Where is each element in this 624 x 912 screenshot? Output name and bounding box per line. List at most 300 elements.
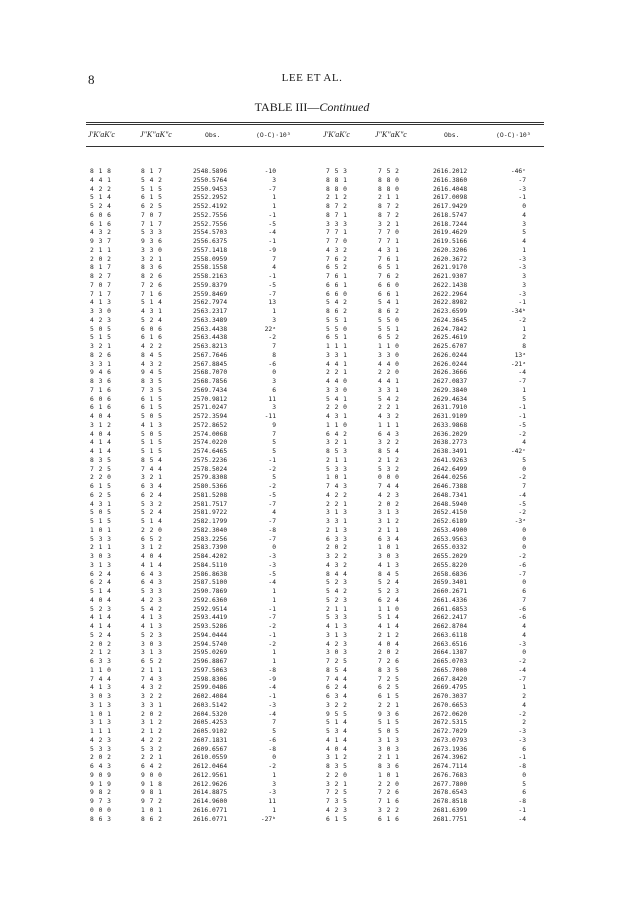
left-o-minus-c-cell: 1	[272, 806, 276, 814]
left-upper-level-cell: 9 8 2	[90, 789, 112, 797]
right-obs-cell: 2669.4795	[433, 684, 468, 692]
right-lower-level-cell: 6 2 5	[378, 684, 400, 692]
right-o-minus-c-cell: -4	[518, 369, 526, 377]
left-o-minus-c-cell: -1	[268, 693, 276, 700]
right-obs-cell: 2623.6599	[433, 308, 468, 315]
left-o-minus-c-cell: -3	[268, 701, 276, 709]
table-row	[0, 544, 624, 553]
left-obs-cell: 2616.0771	[193, 806, 228, 814]
right-obs-cell: 2617.9429	[433, 203, 468, 210]
right-lower-level-cell: 7 2 6	[378, 789, 400, 797]
table-row	[0, 719, 624, 728]
right-upper-level-cell: 4 3 2	[326, 246, 348, 254]
left-o-minus-c-cell: -5	[268, 281, 276, 289]
right-lower-level-cell: 1 0 1	[378, 771, 400, 779]
right-upper-level-cell: 8 4 4	[326, 570, 348, 578]
left-obs-cell: 2569.7434	[193, 386, 228, 394]
left-o-minus-c-cell: 7	[272, 430, 276, 438]
left-lower-level-cell: 6 4 3	[141, 570, 163, 578]
right-lower-level-cell: 2 2 1	[378, 404, 400, 412]
right-obs-cell: 2618.5747	[433, 211, 468, 219]
left-upper-level-cell: 7 0 7	[90, 281, 112, 289]
left-upper-level-cell: 5 1 5	[90, 334, 112, 342]
right-obs-cell: 2629.4634	[433, 395, 468, 403]
right-upper-level-cell: 4 2 3	[326, 806, 348, 814]
right-obs-cell: 2677.7800	[433, 780, 468, 788]
left-o-minus-c-cell: 7	[272, 343, 276, 350]
left-lower-level-cell: 6 1 5	[141, 194, 163, 202]
right-upper-level-cell: 7 7 0	[326, 238, 348, 245]
right-o-minus-c-cell: 0	[522, 771, 526, 779]
left-lower-level-cell: 8 3 6	[141, 264, 163, 272]
right-upper-level-cell: 5 2 3	[326, 579, 348, 587]
left-lower-level-cell: 3 2 1	[141, 255, 163, 263]
left-obs-cell: 2580.5366	[193, 483, 228, 490]
right-obs-cell: 2624.7842	[433, 325, 468, 333]
page-number: 8	[88, 72, 95, 87]
right-upper-level-cell: 3 3 1	[326, 351, 348, 359]
left-o-minus-c-cell: 9	[272, 421, 276, 429]
right-lower-level-cell: 1 1 0	[378, 343, 400, 350]
left-upper-level-cell: 4 2 3	[90, 316, 112, 324]
header-upper-level-left: J'K'aK'c	[88, 130, 115, 139]
left-lower-level-cell: 1 0 1	[141, 806, 163, 814]
left-obs-cell: 2552.7556	[193, 211, 228, 219]
right-o-minus-c-cell: -1	[518, 413, 526, 420]
right-obs-cell: 2622.8982	[433, 299, 468, 307]
right-lower-level-cell: 8 5 4	[378, 448, 400, 455]
right-obs-cell: 2636.2029	[433, 430, 468, 438]
left-lower-level-cell: 8 3 5	[141, 378, 163, 385]
right-obs-cell: 2672.0620	[433, 710, 468, 718]
left-o-minus-c-cell: 5	[272, 439, 276, 447]
right-obs-cell: 2644.0256	[433, 474, 468, 482]
left-upper-level-cell: 8 1 7	[90, 264, 112, 272]
left-upper-level-cell: 3 1 2	[90, 421, 112, 429]
left-o-minus-c-cell: -7	[268, 290, 276, 298]
left-obs-cell: 2584.4202	[193, 553, 228, 560]
right-upper-level-cell: 8 5 3	[326, 448, 348, 455]
left-obs-cell: 2594.0444	[193, 631, 228, 639]
left-obs-cell: 2599.0486	[193, 684, 228, 692]
right-obs-cell: 2625.6707	[433, 343, 468, 350]
table-row	[0, 317, 624, 326]
right-lower-level-cell: 2 1 2	[378, 456, 400, 464]
left-lower-level-cell: 5 1 5	[141, 448, 163, 455]
left-upper-level-cell: 4 1 4	[90, 439, 112, 447]
left-upper-level-cell: 7 1 6	[90, 386, 112, 394]
right-lower-level-cell: 1 0 1	[378, 544, 400, 552]
left-upper-level-cell: 3 0 3	[90, 553, 112, 560]
right-lower-level-cell: 7 4 4	[378, 483, 400, 490]
left-upper-level-cell: 7 1 7	[90, 290, 112, 298]
left-upper-level-cell: 6 4 3	[90, 763, 112, 770]
right-obs-cell: 2626.3666	[433, 369, 468, 377]
right-obs-cell: 2667.8420	[433, 675, 468, 683]
left-o-minus-c-cell: -4	[268, 710, 276, 718]
header-oc-right: (O-C)·10³	[496, 131, 531, 139]
right-upper-level-cell: 2 2 1	[326, 500, 348, 508]
table-row	[0, 439, 624, 448]
left-upper-level-cell: 1 0 1	[90, 526, 112, 534]
table-row	[0, 588, 624, 597]
right-o-minus-c-cell: 4	[522, 701, 526, 709]
left-obs-cell: 2594.5740	[193, 640, 228, 648]
left-lower-level-cell: 5 3 2	[141, 500, 163, 508]
right-lower-level-cell: 2 0 2	[378, 500, 400, 508]
left-o-minus-c-cell: 22ᵃ	[264, 325, 276, 333]
right-upper-level-cell: 6 3 4	[326, 693, 348, 700]
right-obs-cell: 2673.0793	[433, 736, 468, 744]
left-upper-level-cell: 4 3 1	[90, 500, 112, 508]
left-lower-level-cell: 3 3 0	[141, 246, 163, 254]
left-upper-level-cell: 5 3 3	[90, 535, 112, 543]
left-o-minus-c-cell: -8	[268, 526, 276, 534]
right-o-minus-c-cell: -5	[518, 421, 526, 429]
left-upper-level-cell: 9 4 6	[90, 369, 112, 377]
left-obs-cell: 2612.9561	[193, 771, 228, 779]
table-row	[0, 693, 624, 702]
left-lower-level-cell: 6 4 2	[141, 763, 163, 770]
right-upper-level-cell: 4 2 3	[326, 640, 348, 648]
left-lower-level-cell: 4 2 2	[141, 343, 163, 350]
left-lower-level-cell: 8 2 6	[141, 273, 163, 280]
right-lower-level-cell: 4 1 3	[378, 561, 400, 569]
header-lower-level-left: J"K"aK"c	[140, 130, 172, 139]
table-title-continued: Continued	[319, 100, 370, 114]
right-obs-cell: 2616.2012	[433, 168, 468, 175]
left-lower-level-cell: 4 3 2	[141, 360, 163, 368]
right-upper-level-cell: 6 5 2	[326, 264, 348, 272]
table-row	[0, 212, 624, 221]
left-lower-level-cell: 5 4 2	[141, 605, 163, 613]
right-lower-level-cell: 3 0 3	[378, 745, 400, 753]
left-o-minus-c-cell: 1	[272, 649, 276, 657]
right-o-minus-c-cell: 5	[522, 229, 526, 237]
left-upper-level-cell: 9 3 7	[90, 238, 112, 245]
right-obs-cell: 2681.7751	[433, 815, 468, 823]
left-lower-level-cell: 9 3 6	[141, 238, 163, 245]
right-upper-level-cell: 5 1 4	[326, 719, 348, 727]
table-row	[0, 352, 624, 361]
left-o-minus-c-cell: -1	[268, 238, 276, 245]
right-upper-level-cell: 7 4 4	[326, 675, 348, 683]
right-o-minus-c-cell: 6	[522, 745, 526, 753]
right-lower-level-cell: 6 6 1	[378, 290, 400, 298]
left-lower-level-cell: 2 2 0	[141, 526, 163, 534]
left-upper-level-cell: 3 0 3	[90, 693, 112, 700]
left-lower-level-cell: 6 1 5	[141, 404, 163, 412]
right-upper-level-cell: 8 8 0	[326, 185, 348, 193]
right-o-minus-c-cell: 6	[522, 588, 526, 595]
left-upper-level-cell: 8 6 3	[90, 815, 112, 823]
right-obs-cell: 2676.7683	[433, 771, 468, 779]
left-obs-cell: 2584.5110	[193, 561, 228, 569]
left-o-minus-c-cell: -2	[268, 763, 276, 770]
left-obs-cell: 2586.8638	[193, 570, 228, 578]
left-lower-level-cell: 5 4 2	[141, 176, 163, 184]
table-row	[0, 781, 624, 790]
right-o-minus-c-cell: 2	[522, 719, 526, 727]
right-obs-cell: 2670.3037	[433, 693, 468, 700]
left-lower-level-cell: 8 5 4	[141, 456, 163, 464]
right-o-minus-c-cell: 3	[522, 273, 526, 280]
left-lower-level-cell: 5 1 4	[141, 518, 163, 525]
left-lower-level-cell: 7 1 6	[141, 290, 163, 298]
right-obs-cell: 2631.7910	[433, 404, 468, 412]
right-lower-level-cell: 2 2 0	[378, 780, 400, 788]
right-o-minus-c-cell: -7	[518, 176, 526, 184]
right-obs-cell: 2624.3645	[433, 316, 468, 324]
left-o-minus-c-cell: 7	[272, 719, 276, 727]
left-upper-level-cell: 8 2 6	[90, 351, 112, 359]
left-lower-level-cell: 5 1 5	[141, 439, 163, 447]
right-lower-level-cell: 6 2 4	[378, 596, 400, 604]
left-obs-cell: 2556.6375	[193, 238, 228, 245]
table-row	[0, 378, 624, 387]
table-title	[0, 100, 624, 115]
left-upper-level-cell: 4 1 3	[90, 299, 112, 307]
left-lower-level-cell: 5 0 5	[141, 430, 163, 438]
left-upper-level-cell: 4 3 2	[90, 229, 112, 237]
right-o-minus-c-cell: 3	[522, 220, 526, 228]
table-row	[0, 177, 624, 186]
left-obs-cell: 2602.4084	[193, 693, 228, 700]
left-obs-cell: 2563.8213	[193, 343, 228, 350]
right-obs-cell: 2626.0244	[433, 360, 468, 368]
right-o-minus-c-cell: 6	[522, 789, 526, 797]
left-upper-level-cell: 8 3 6	[90, 378, 112, 385]
table-row	[0, 579, 624, 588]
left-upper-level-cell: 8 1 8	[90, 168, 112, 175]
left-lower-level-cell: 8 4 5	[141, 351, 163, 359]
right-obs-cell: 2655.0332	[433, 544, 468, 552]
left-lower-level-cell: 4 3 2	[141, 684, 163, 692]
right-o-minus-c-cell: -2	[518, 658, 526, 665]
left-obs-cell: 2578.5024	[193, 465, 228, 473]
table-row	[0, 422, 624, 431]
left-obs-cell: 2550.5764	[193, 176, 228, 184]
left-o-minus-c-cell: 4	[272, 509, 276, 517]
right-o-minus-c-cell: 2	[522, 693, 526, 700]
right-o-minus-c-cell: -4	[518, 815, 526, 823]
right-upper-level-cell: 3 0 3	[326, 649, 348, 657]
right-upper-level-cell: 2 1 3	[326, 526, 348, 534]
right-upper-level-cell: 6 6 1	[326, 281, 348, 289]
left-upper-level-cell: 3 3 1	[90, 360, 112, 368]
table-row	[0, 676, 624, 685]
right-obs-cell: 2627.0837	[433, 378, 468, 385]
right-obs-cell: 2617.0098	[433, 194, 468, 202]
left-o-minus-c-cell: -4	[268, 684, 276, 692]
table-row	[0, 256, 624, 265]
left-upper-level-cell: 5 0 5	[90, 509, 112, 517]
right-lower-level-cell: 2 2 1	[378, 701, 400, 709]
right-o-minus-c-cell: 2	[522, 334, 526, 342]
left-upper-level-cell: 5 1 4	[90, 588, 112, 595]
running-head: LEE ET AL.	[281, 72, 343, 84]
left-lower-level-cell: 7 4 3	[141, 675, 163, 683]
right-o-minus-c-cell: -42ᶜ	[510, 448, 526, 455]
table-row	[0, 571, 624, 580]
right-upper-level-cell: 2 2 0	[326, 771, 348, 779]
left-upper-level-cell: 4 1 4	[90, 448, 112, 455]
left-o-minus-c-cell: 1	[272, 596, 276, 604]
left-o-minus-c-cell: -8	[268, 745, 276, 753]
left-obs-cell: 2552.7556	[193, 220, 228, 228]
left-lower-level-cell: 4 0 4	[141, 553, 163, 560]
right-upper-level-cell: 7 2 5	[326, 789, 348, 797]
left-obs-cell: 2579.8308	[193, 474, 228, 482]
left-obs-cell: 2583.7390	[193, 544, 228, 552]
left-o-minus-c-cell: 0	[272, 544, 276, 552]
left-obs-cell: 2548.5896	[193, 168, 228, 175]
left-o-minus-c-cell: 1	[272, 588, 276, 595]
right-upper-level-cell: 4 2 2	[326, 491, 348, 499]
right-o-minus-c-cell: 4	[522, 238, 526, 245]
right-o-minus-c-cell: -2	[518, 474, 526, 482]
right-obs-cell: 2678.8518	[433, 798, 468, 805]
left-obs-cell: 2607.1831	[193, 736, 228, 744]
right-lower-level-cell: 6 5 2	[378, 334, 400, 342]
left-lower-level-cell: 5 3 3	[141, 229, 163, 237]
left-upper-level-cell: 3 1 3	[90, 719, 112, 727]
right-lower-level-cell: 3 3 0	[378, 351, 400, 359]
left-lower-level-cell: 2 1 2	[141, 728, 163, 735]
left-obs-cell: 2572.3594	[193, 413, 228, 420]
left-upper-level-cell: 5 3 3	[90, 745, 112, 753]
left-o-minus-c-cell: -1	[268, 211, 276, 219]
right-obs-cell: 2626.0244	[433, 351, 468, 359]
left-obs-cell: 2567.7646	[193, 351, 228, 359]
table-row	[0, 466, 624, 475]
right-upper-level-cell: 4 4 1	[326, 360, 348, 368]
table-row	[0, 798, 624, 807]
right-obs-cell: 2620.3206	[433, 246, 468, 254]
right-obs-cell: 2665.0703	[433, 658, 468, 665]
right-upper-level-cell: 5 4 2	[326, 588, 348, 595]
left-upper-level-cell: 4 1 4	[90, 614, 112, 622]
right-upper-level-cell: 2 0 2	[326, 544, 348, 552]
right-upper-level-cell: 6 5 1	[326, 334, 348, 342]
right-lower-level-cell: 8 8 0	[378, 185, 400, 193]
right-o-minus-c-cell: -3	[518, 290, 526, 298]
table-row	[0, 264, 624, 273]
table-row	[0, 632, 624, 641]
left-obs-cell: 2603.5142	[193, 701, 228, 709]
left-upper-level-cell: 7 4 4	[90, 675, 112, 683]
right-o-minus-c-cell: -3	[518, 185, 526, 193]
left-o-minus-c-cell: -2	[268, 640, 276, 648]
table-row	[0, 816, 624, 825]
table-row	[0, 649, 624, 658]
left-upper-level-cell: 8 2 7	[90, 273, 112, 280]
table-row	[0, 448, 624, 457]
left-o-minus-c-cell: 3	[272, 316, 276, 324]
header-upper-level-right: J'K'aK'c	[323, 130, 350, 139]
left-lower-level-cell: 2 1 1	[141, 666, 163, 674]
right-lower-level-cell: 7 6 1	[378, 255, 400, 263]
left-upper-level-cell: 3 2 1	[90, 343, 112, 350]
left-obs-cell: 2597.5063	[193, 666, 228, 674]
right-obs-cell: 2631.9109	[433, 413, 468, 420]
left-lower-level-cell: 4 1 3	[141, 623, 163, 630]
right-upper-level-cell: 7 6 1	[326, 273, 348, 280]
right-o-minus-c-cell: -7	[518, 675, 526, 683]
left-upper-level-cell: 0 0 0	[90, 806, 112, 814]
left-o-minus-c-cell: -27ᵇ	[260, 815, 276, 823]
right-o-minus-c-cell: -3	[518, 264, 526, 272]
right-obs-cell: 2658.6836	[433, 570, 468, 578]
table-row	[0, 221, 624, 230]
right-o-minus-c-cell: 1	[522, 325, 526, 333]
right-lower-level-cell: 7 7 0	[378, 229, 400, 237]
right-upper-level-cell: 8 6 2	[326, 308, 348, 315]
left-obs-cell: 2574.0068	[193, 430, 228, 438]
left-o-minus-c-cell: -5	[268, 220, 276, 228]
table-row	[0, 168, 624, 177]
table-row	[0, 203, 624, 212]
right-o-minus-c-cell: -4	[518, 666, 526, 674]
left-upper-level-cell: 9 7 3	[90, 798, 112, 805]
right-o-minus-c-cell: -4	[518, 491, 526, 499]
right-obs-cell: 2673.1936	[433, 745, 468, 753]
left-obs-cell: 2612.9626	[193, 780, 228, 788]
left-upper-level-cell: 6 3 3	[90, 658, 112, 665]
right-o-minus-c-cell: 4	[522, 211, 526, 219]
left-lower-level-cell: 7 4 4	[141, 465, 163, 473]
left-o-minus-c-cell: 3	[272, 780, 276, 788]
left-obs-cell: 2582.1799	[193, 518, 228, 525]
right-obs-cell: 2619.5166	[433, 238, 468, 245]
table-row	[0, 667, 624, 676]
left-lower-level-cell: 5 2 4	[141, 509, 163, 517]
right-upper-level-cell: 6 4 2	[326, 430, 348, 438]
left-lower-level-cell: 8 1 7	[141, 168, 163, 175]
left-upper-level-cell: 8 3 5	[90, 456, 112, 464]
right-lower-level-cell: 4 4 0	[378, 360, 400, 368]
left-obs-cell: 2563.4438	[193, 334, 228, 342]
right-lower-level-cell: 7 2 5	[378, 675, 400, 683]
table-row	[0, 518, 624, 527]
right-o-minus-c-cell: -5	[518, 500, 526, 508]
right-upper-level-cell: 3 3 3	[326, 220, 348, 228]
left-upper-level-cell: 5 0 5	[90, 325, 112, 333]
left-o-minus-c-cell: -6	[268, 736, 276, 744]
left-lower-level-cell: 5 3 2	[141, 745, 163, 753]
left-o-minus-c-cell: -2	[268, 465, 276, 473]
left-o-minus-c-cell: 8	[272, 351, 276, 359]
left-upper-level-cell: 3 1 3	[90, 561, 112, 569]
left-obs-cell: 2581.9722	[193, 509, 228, 517]
right-obs-cell: 2629.3840	[433, 386, 468, 394]
table-row	[0, 684, 624, 693]
right-o-minus-c-cell: 13ᵃ	[514, 351, 526, 359]
right-obs-cell: 2648.5940	[433, 500, 468, 508]
left-o-minus-c-cell: -6	[268, 360, 276, 368]
left-upper-level-cell: 4 1 3	[90, 684, 112, 692]
right-o-minus-c-cell: -2	[518, 509, 526, 517]
right-lower-level-cell: 5 4 2	[378, 395, 400, 403]
right-upper-level-cell: 7 7 1	[326, 229, 348, 237]
left-obs-cell: 2581.5208	[193, 491, 228, 499]
right-obs-cell: 2618.7244	[433, 220, 468, 228]
right-upper-level-cell: 6 1 5	[326, 815, 348, 823]
right-lower-level-cell: 2 1 1	[378, 526, 400, 534]
right-lower-level-cell: 8 7 2	[378, 203, 400, 210]
right-lower-level-cell: 3 2 2	[378, 806, 400, 814]
table-row	[0, 238, 624, 247]
